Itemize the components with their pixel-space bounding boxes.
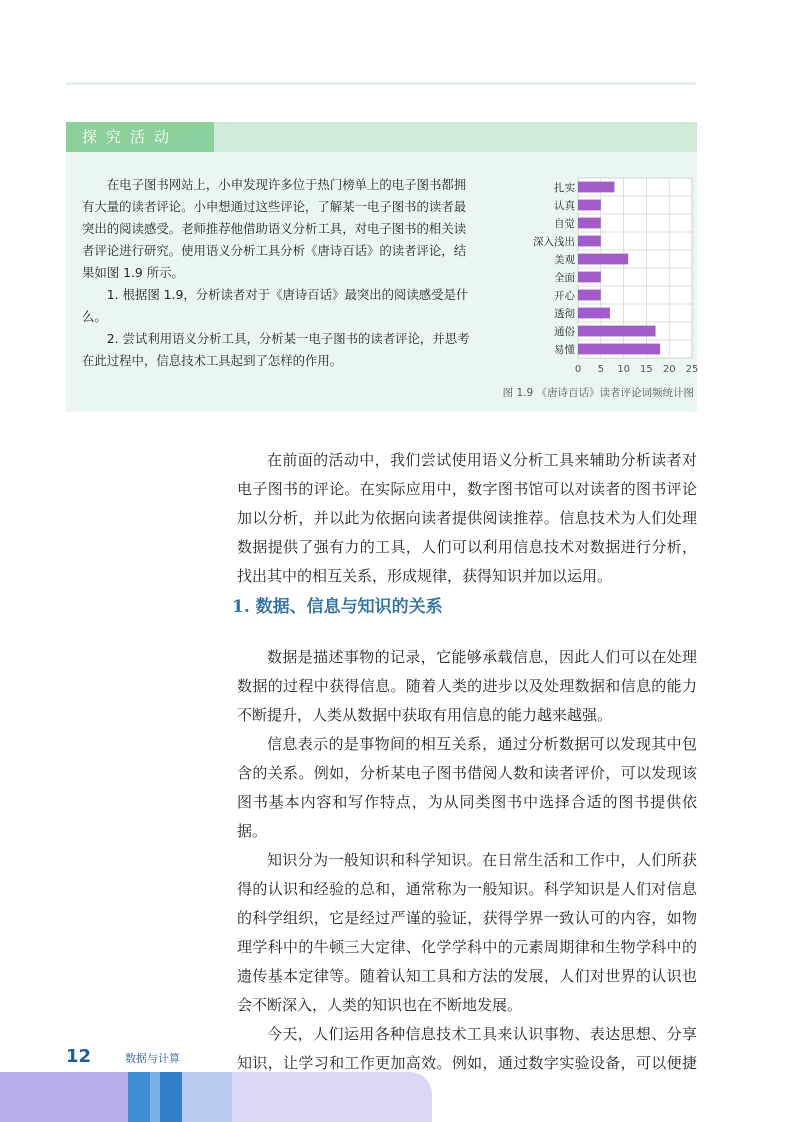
chart-category-label: 认真 (554, 200, 575, 212)
chart-bar (578, 272, 601, 283)
chart-bar (578, 308, 610, 319)
chart-bar (578, 218, 601, 229)
chart-bar (578, 236, 601, 247)
top-rule (66, 82, 696, 85)
activity-header-bar (214, 122, 697, 152)
intro-paragraph: 在前面的活动中，我们尝试使用语义分析工具来辅助分析读者对电子图书的评论。在实际应用中，数字图书馆可以对读者的图书评论加以分析，并以此为依据向读者提供阅读推荐。信息技术为人们处理数据提供了强有力的工具，人们可以利用信息技术对数据进行分析，找出其中的相互关系，形成规律，获得知识并加以运用。 (237, 451, 697, 585)
body-paragraph: 知识分为一般知识和科学知识。在日常生活和工作中，人们所获得的认识和经验的总和，通常称为一般知识。科学知识是人们对信息的科学组织，它是经过严谨的验证，获得学界一致认可的内容，如物理学科中的牛顿三大定律、化学学科中的元素周期律和生物学科中的遗传基本定律等。随着认知工具和方法的发展，人们对世界的认识也会不断深入，人类的知识也在不断地发展。 (237, 851, 697, 1014)
chart-caption: 图 1.9 《唐诗百话》读者评论词频统计图 (502, 387, 694, 399)
page-number: 12 (66, 1046, 92, 1067)
body-paragraph: 信息表示的是事物间的相互关系，通过分析数据可以发现其中包含的关系。例如，分析某电子图书借阅人数和读者评价，可以发现该图书基本内容和写作特点，为从同类图书中选择合适的图书提供依据。 (237, 735, 697, 840)
footer-book-title: 数据与计算 (125, 1052, 180, 1065)
chart-category-label: 易懂 (554, 344, 575, 356)
chart-category-label: 美观 (554, 254, 575, 266)
chart-bar (578, 290, 601, 301)
chart-bar (578, 344, 660, 355)
section-title: 1. 数据、信息与知识的关系 (232, 597, 443, 617)
chart-bar (578, 254, 628, 265)
activity-tab: 探究活动 (66, 122, 214, 152)
chart-x-tick-label: 5 (597, 364, 604, 375)
intro-text (237, 446, 697, 591)
activity-text (82, 174, 474, 372)
section-body (237, 643, 697, 1107)
footer-band-block (128, 1072, 150, 1122)
activity-box (66, 122, 697, 412)
word-frequency-chart (482, 174, 697, 412)
body-paragraph: 今天，人们运用各种信息技术工具来认识事物、表达思想、分享知识，让学习和工作更加高效。例如，通过数字实验设备，可以便捷 (237, 1025, 697, 1072)
chart-x-tick-label: 10 (617, 364, 630, 375)
footer-band-block (0, 1072, 128, 1122)
footer-band (0, 1072, 800, 1122)
chart-category-label: 通俗 (554, 326, 575, 338)
chart-bar (578, 200, 601, 211)
chart-x-tick-label: 20 (662, 364, 676, 375)
chart-category-label: 自觉 (554, 218, 575, 230)
chart-category-label: 开心 (554, 290, 575, 302)
chart-x-tick-label: 25 (685, 364, 699, 375)
chart-category-label: 深入浅出 (533, 236, 575, 248)
chart-category-label: 扎实 (554, 182, 575, 194)
chart-category-label: 全面 (554, 272, 575, 284)
activity-question-2: 2. 尝试利用语义分析工具，分析某一电子图书的读者评论，并思考在此过程中，信息技术工具起到了怎样的作用。 (82, 331, 470, 368)
footer-band-block (182, 1072, 232, 1122)
footer-band-block (160, 1072, 182, 1122)
body-paragraph: 数据是描述事物的记录，它能够承载信息，因此人们可以在处理数据的过程中获得信息。随着人类的进步以及处理数据和信息的能力不断提升，人类从数据中获取有用信息的能力越来越强。 (237, 648, 697, 724)
chart-bar (578, 326, 656, 337)
chart-x-tick-label: 15 (640, 364, 653, 375)
activity-question-1: 1. 根据图 1.9，分析读者对于《唐诗百话》最突出的阅读感受是什么。 (82, 287, 469, 324)
footer-band-block (150, 1072, 160, 1122)
footer-band-block (232, 1072, 432, 1122)
activity-paragraph: 在电子图书网站上，小申发现许多位于热门榜单上的电子图书都拥有大量的读者评论。小申想通过这些评论，了解某一电子图书的读者最突出的阅读感受。老师推荐他借助语义分析工具，对电子图书的相关读者评论进行研究。使用语义分析工具分析《唐诗百话》的读者评论，结果如图 1.9 所示。 (82, 177, 467, 280)
chart-category-label: 透彻 (554, 308, 575, 320)
chart-bar (578, 182, 614, 193)
chart-x-tick-label: 0 (574, 364, 582, 375)
chart-svg (482, 174, 697, 412)
